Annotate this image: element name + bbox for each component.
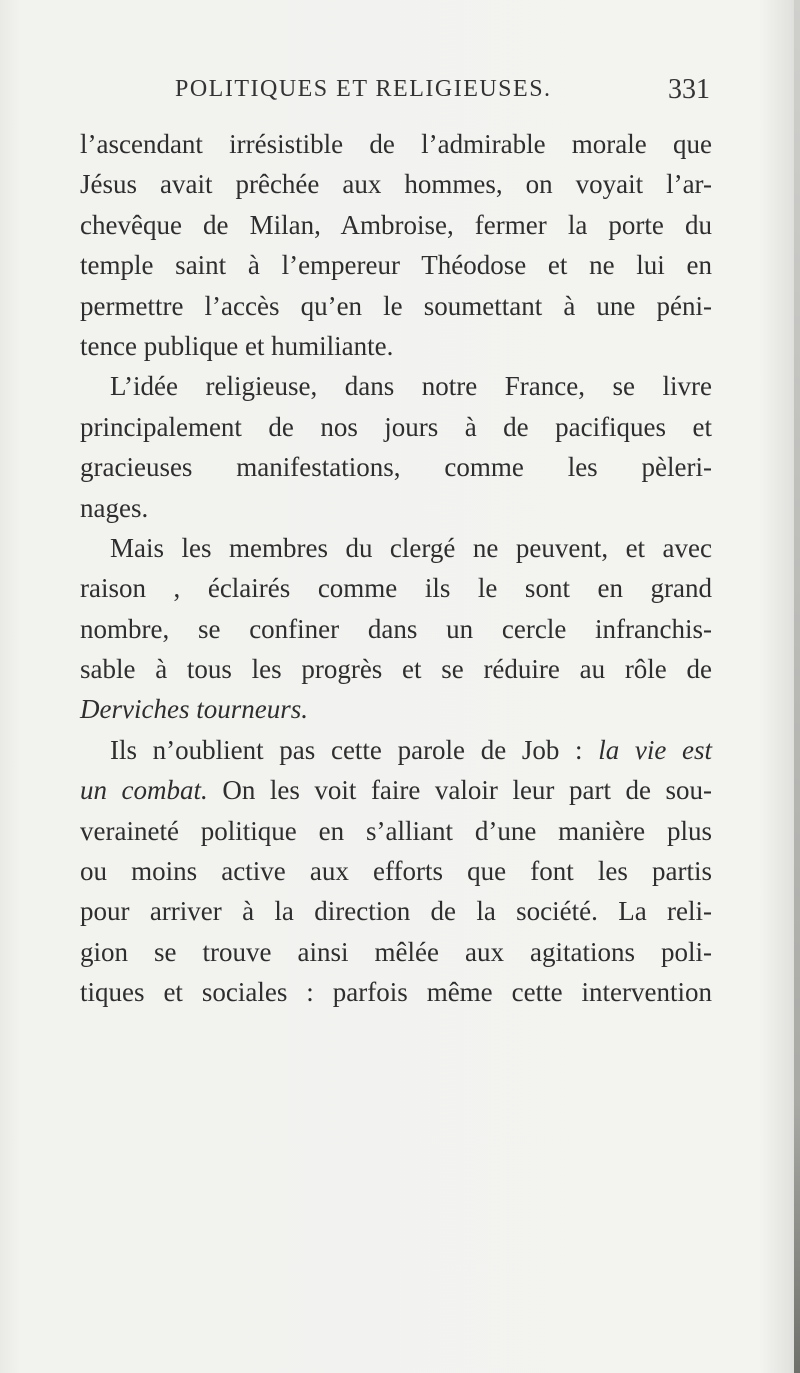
text-line: permettre l’accès qu’en le soumettant à une péni- <box>80 290 712 321</box>
text-line: raison , éclairés comme ils le sont en grand <box>80 573 712 604</box>
text-line: nombre, se confiner dans un cercle infranchis- <box>80 613 712 644</box>
text-line: sable à tous les progrès et se réduire au rôle de <box>80 654 712 685</box>
text-segment-italic: un combat. <box>80 775 208 806</box>
text-line: pour arriver à la direction de la société. La reli- <box>80 896 712 927</box>
text-segment-italic: la vie est <box>598 734 712 765</box>
page-edge <box>794 0 800 1373</box>
text-line: L’idée religieuse, dans notre France, se livre <box>110 371 712 402</box>
text-line: l’ascendant irrésistible de l’admirable morale que <box>80 129 712 159</box>
text-segment: Ils n’oublient pas cette parole de Job : <box>110 734 599 765</box>
text-line: Jésus avait prêchée aux hommes, on voyait l’ar- <box>80 169 712 200</box>
text-line: nages. <box>80 492 149 523</box>
body-text <box>80 124 712 1013</box>
text-line: tence publique et humiliante. <box>80 330 394 361</box>
text-line-mixed <box>80 730 712 770</box>
text-line: chevêque de Milan, Ambroise, fermer la porte du <box>80 209 712 240</box>
text-line: temple saint à l’empereur Théodose et ne lui en <box>80 250 712 281</box>
page-number: 331 <box>668 74 710 105</box>
text-segment: On les voit faire valoir leur part de sou- <box>207 775 713 806</box>
text-line-mixed <box>80 770 712 810</box>
text-line: ou moins active aux efforts que font les partis <box>80 856 712 887</box>
text-line: tiques et sociales : parfois même cette intervention <box>80 977 712 1008</box>
text-line: Mais les membres du clergé ne peuvent, et avec <box>110 532 712 563</box>
running-head: POLITIQUES ET RELIGIEUSES. <box>175 76 552 102</box>
text-line: principalement de nos jours à de pacifiques et <box>80 411 712 442</box>
text-line: gion se trouve ainsi mêlée aux agitations poli- <box>80 936 712 967</box>
page-header <box>175 68 710 108</box>
text-line: Derviches tourneurs. <box>80 694 308 725</box>
text-line: veraineté politique en s’alliant d’une manière plus <box>80 815 712 846</box>
text-line: gracieuses manifestations, comme les pèleri- <box>80 452 712 483</box>
